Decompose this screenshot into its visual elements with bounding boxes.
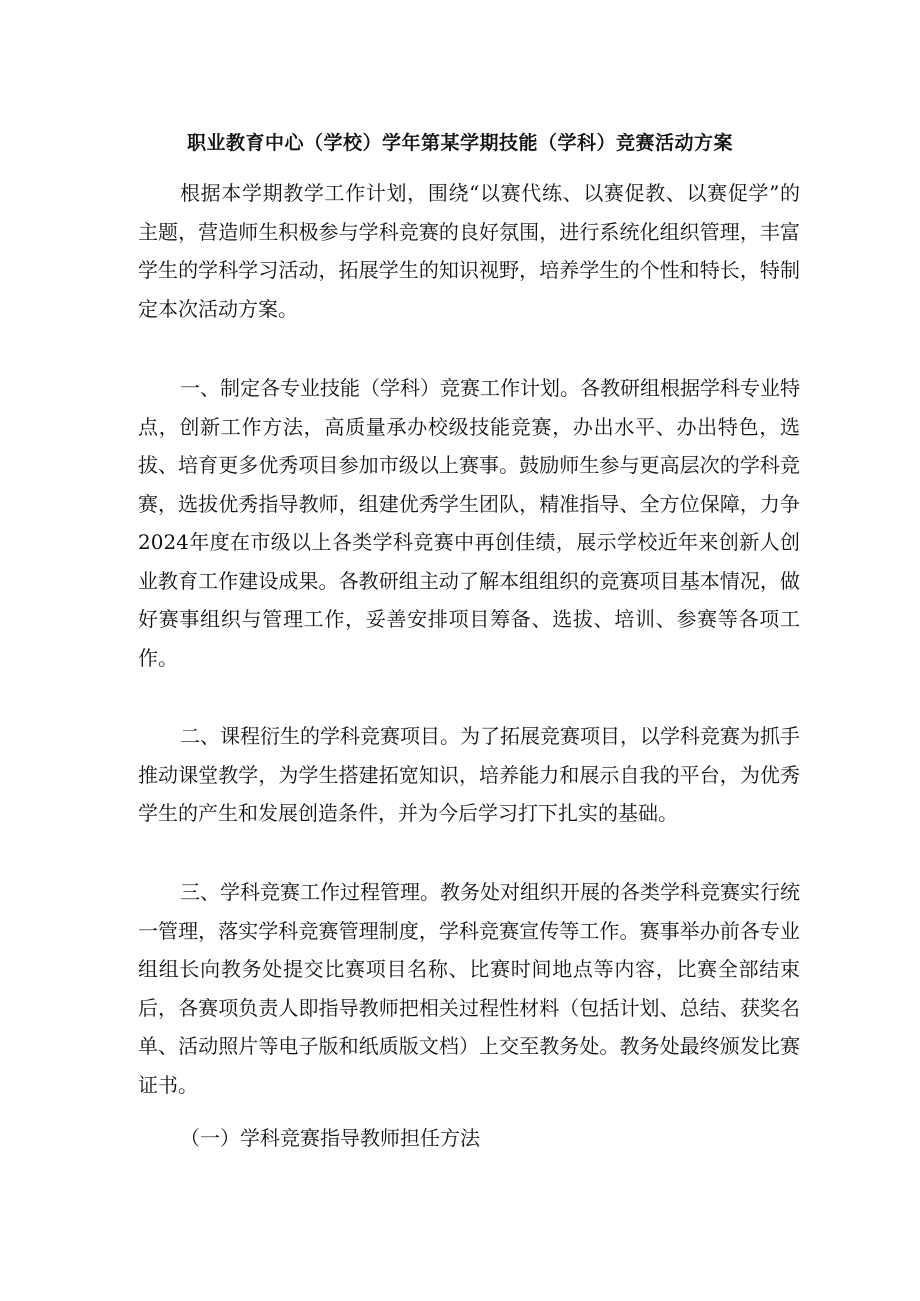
document-title: 职业教育中心（学校）学年第某学期技能（学科）竞赛活动方案 [186, 132, 733, 154]
sub-heading: （一）学科竞赛指导教师担任方法 [180, 1126, 480, 1150]
section-three-paragraph: 三、学科竞赛工作过程管理。教务处对组织开展的各类学科竞赛实行统一管理，落实学科竞赛管理制度，学科竞赛宣传等工作。赛事举办前各专业组组长向教务处提交比赛项目名称、比赛时间地点等内容，比赛全部结束后，各赛项负责人即指导教师把相关过程性材料（包括计划、总结、获奖名单、活动照片等电子版和纸质版文档）上交至教务处。教务处最终颁发比赛证书。 [138, 880, 800, 1097]
intro-paragraph: 根据本学期教学工作计划，围绕“以赛代练、以赛促教、以赛促学”的主题，营造师生积极参与学科竞赛的良好氛围，进行系统化组织管理，丰富学生的学科学习活动，拓展学生的知识视野，培养学生的个性和特长，特制定本次活动方案。 [138, 181, 800, 321]
section-one-paragraph: 一、制定各专业技能（学科）竞赛工作计划。各教研组根据学科专业特点，创新工作方法，高质量承办校级技能竞赛，办出水平、办出特色，选拔、培育更多优秀项目参加市级以上赛事。鼓励师生参与更高层次的学科竞赛，选拔优秀指导教师，组建优秀学生团队，精准指导、全方位保障，力争2024年度在市级以上各类学科竞赛中再创佳绩，展示学校近年来创新人创业教育工作建设成果。各教研组主动了解本组组织的竞赛项目基本情况，做好赛事组织与管理工作，妥善安排项目筹备、选拔、培训、参赛等各项工作。 [138, 376, 800, 670]
section-two-paragraph: 二、课程衍生的学科竞赛项目。为了拓展竞赛项目，以学科竞赛为抓手推动课堂教学，为学生搭建拓宽知识，培养能力和展示自我的平台，为优秀学生的产生和发展创造条件，并为今后学习打下扎实的基础。 [138, 724, 800, 825]
